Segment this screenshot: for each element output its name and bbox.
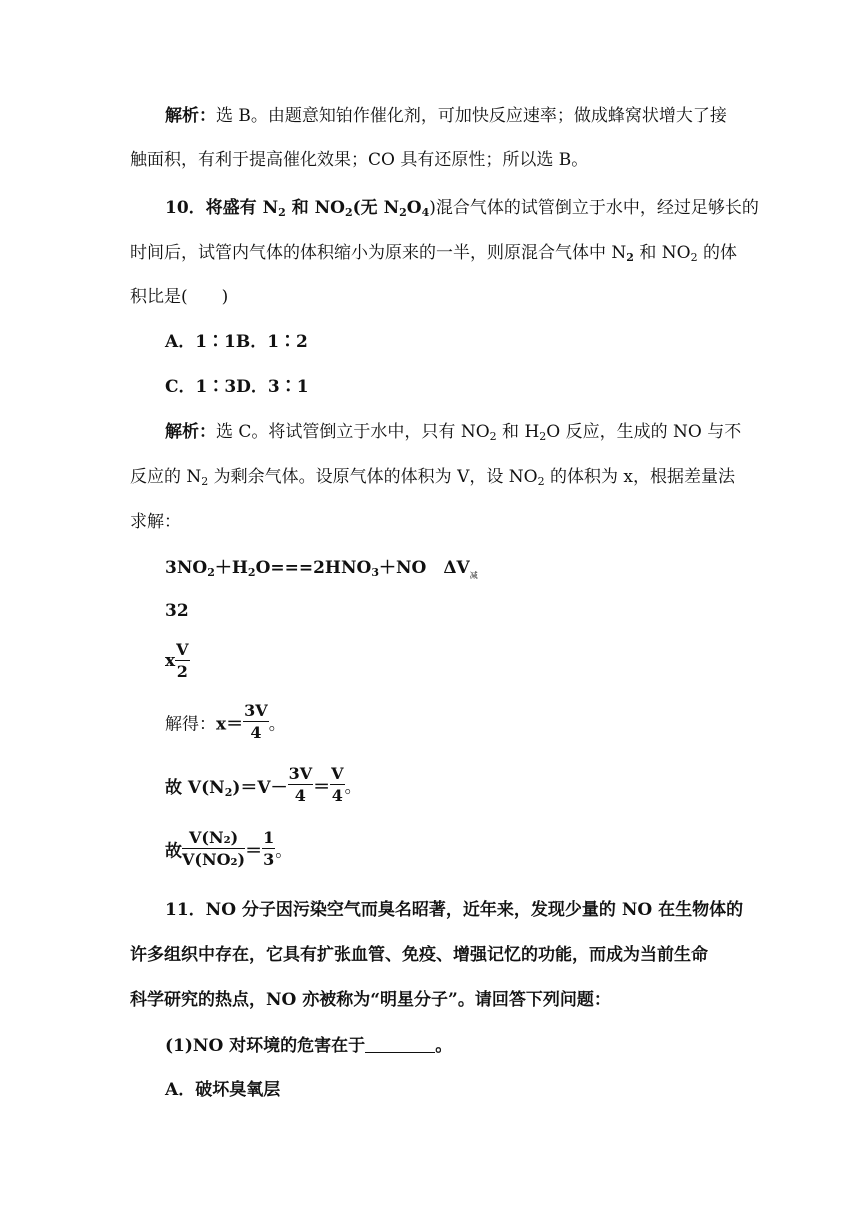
answer-blank[interactable] (365, 1036, 435, 1053)
q11-line1: 11．NO 分子因污染空气而臭名昭著，近年来，发现少量的 NO 在生物体的 (165, 900, 744, 920)
q10-analysis-line3: 求解： (130, 512, 181, 532)
fraction-vn2-over-vno2: $\frac{\text{V(N₂)}}{\text{V(NO₂)}}$ (182, 828, 246, 869)
analysis-label: 解析： (165, 106, 216, 126)
fraction-v-over-4: $\frac{V}{4}$ (331, 764, 344, 805)
q10-analysis-line1: 解析：选 C。将试管倒立于水中，只有 $NO_2$ 和 $H_2O$ 反应，生成的 NO 与不 (165, 422, 742, 443)
vn2-line: 故 $V(N_2)=V-$ $\frac{3V}{4}$ ＝ $\frac{V}{4}$ 。 (165, 764, 362, 805)
q11-sub1: (1)NO 对环境的危害在于 。 (165, 1036, 453, 1056)
q10-stem-line3: 积比是( ) (130, 287, 229, 307)
analysis-label: 解析： (165, 422, 216, 442)
q10-analysis-line2: 反应的 $N_2$ 为剩余气体。设原气体的体积为 V，设 $NO_2$ 的体积为 x，根据差量法 (130, 467, 735, 488)
fraction-v-over-2: $\frac{V}{2}$ (176, 640, 189, 681)
x-v-over-2: x $\frac{V}{2}$ (165, 640, 189, 681)
q11-line3: 科学研究的热点，NO 亦被称为“明星分子”。请回答下列问题： (130, 990, 611, 1010)
q11-line2: 许多组织中存在，它具有扩张血管、免疫、增强记忆的功能，而成为当前生命 (130, 945, 708, 965)
fraction-1-over-3: $\frac{1}{3}$ (263, 828, 275, 869)
q10-stem-line2: 时间后，试管内气体的体积缩小为原来的一半，则原混合气体中 $N_2$ 和 $NO_2$ 的体 (130, 243, 737, 264)
volume-ratio-line: 故 $\frac{\text{V(N₂)}}{\text{V(NO₂)}}$ ＝ $\frac{1}{3}$ 。 (165, 828, 293, 869)
solve-line: 解得：x＝ $\frac{3V}{4}$ 。 (165, 701, 286, 742)
q10-stem-line1: 10．将盛有 $N_2$ 和 $NO_2$(无 $N_2O_4$)混合气体的试管倒立于水中，经过足够长的 (165, 198, 759, 219)
q10-options-ab: A．1∶1B．1∶2 (165, 332, 308, 352)
q10-options-cd: C．1∶3D．3∶1 (165, 377, 309, 397)
reaction-equation: $3NO_2+H_2O===2HNO_3+NO$ $\Delta V_减$ (165, 558, 478, 580)
q9-analysis-line1 (165, 104, 727, 128)
fraction-3v-over-4: $\frac{3V}{4}$ (244, 701, 268, 742)
q9-analysis-line2: 触面积，有利于提高催化效果；CO 具有还原性；所以选 B。 (130, 150, 589, 170)
analysis-text: 选 B。由题意知铂作催化剂，可加快反应速率；做成蜂窝状增大了接 (216, 106, 727, 126)
q11-option-a: A．破坏臭氧层 (165, 1080, 281, 1100)
ratio-line: 32 (165, 601, 189, 621)
fraction-3v-over-4: $\frac{3V}{4}$ (288, 764, 313, 805)
